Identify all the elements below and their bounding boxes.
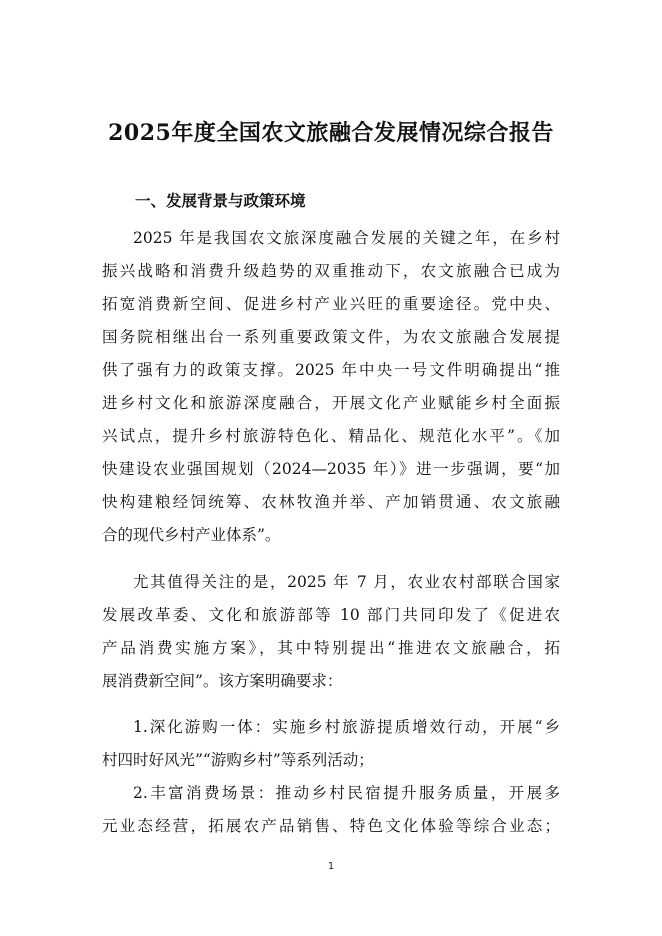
- paragraph-line: 进乡村文化和旅游深度融合，开展文化产业赋能乡村全面振: [102, 394, 560, 412]
- paragraph-line: 国务院相继出台一系列重要政策文件，为农文旅融合发展提: [102, 328, 560, 346]
- list-item-line: 2.丰富消费场景：推动乡村民宿提升服务质量，开展多: [133, 784, 560, 802]
- paragraph-line: 合的现代乡村产业体系”。: [102, 526, 281, 544]
- paragraph-line: 振兴战略和消费升级趋势的双重推动下，农文旅融合已成为: [102, 262, 560, 280]
- paragraph-line: 产品消费实施方案》，其中特别提出“推进农文旅融合，拓: [102, 639, 560, 657]
- paragraph-line: 展消费新空间”。该方案明确要求：: [102, 672, 343, 690]
- list-item-line: 村四时好风光”“游购乡村”等系列活动；: [102, 751, 374, 769]
- paragraph-line: 快构建粮经饲统筹、农林牧渔并举、产加销贯通、农文旅融: [102, 493, 560, 511]
- paragraph-line: 快建设农业强国规划（2024—2035 年）》进一步强调，要“加: [102, 460, 560, 478]
- paragraph-line: 2025 年是我国农文旅深度融合发展的关键之年，在乡村: [133, 229, 560, 247]
- section-heading: 一、发展背景与政策环境: [135, 192, 306, 210]
- paragraph-line: 供了强有力的政策支撑。2025 年中央一号文件明确提出“推: [102, 361, 560, 379]
- document-title: 2025年度全国农文旅融合发展情况综合报告: [108, 120, 554, 146]
- paragraph-line: 兴试点，提升乡村旅游特色化、精品化、规范化水平”。《加: [102, 427, 560, 445]
- paragraph-line: 尤其值得关注的是，2025 年 7 月，农业农村部联合国家: [133, 573, 560, 591]
- list-item-line: 1.深化游购一体：实施乡村旅游提质增效行动，开展“乡: [133, 718, 560, 736]
- paragraph-line: 拓宽消费新空间、促进乡村产业兴旺的重要途径。党中央、: [102, 295, 560, 313]
- list-item-line: 元业态经营，拓展农产品销售、特色文化体验等综合业态；: [102, 817, 560, 835]
- page-number: 1: [327, 861, 335, 872]
- paragraph-line: 发展改革委、文化和旅游部等 10 部门共同印发了《促进农: [102, 606, 560, 624]
